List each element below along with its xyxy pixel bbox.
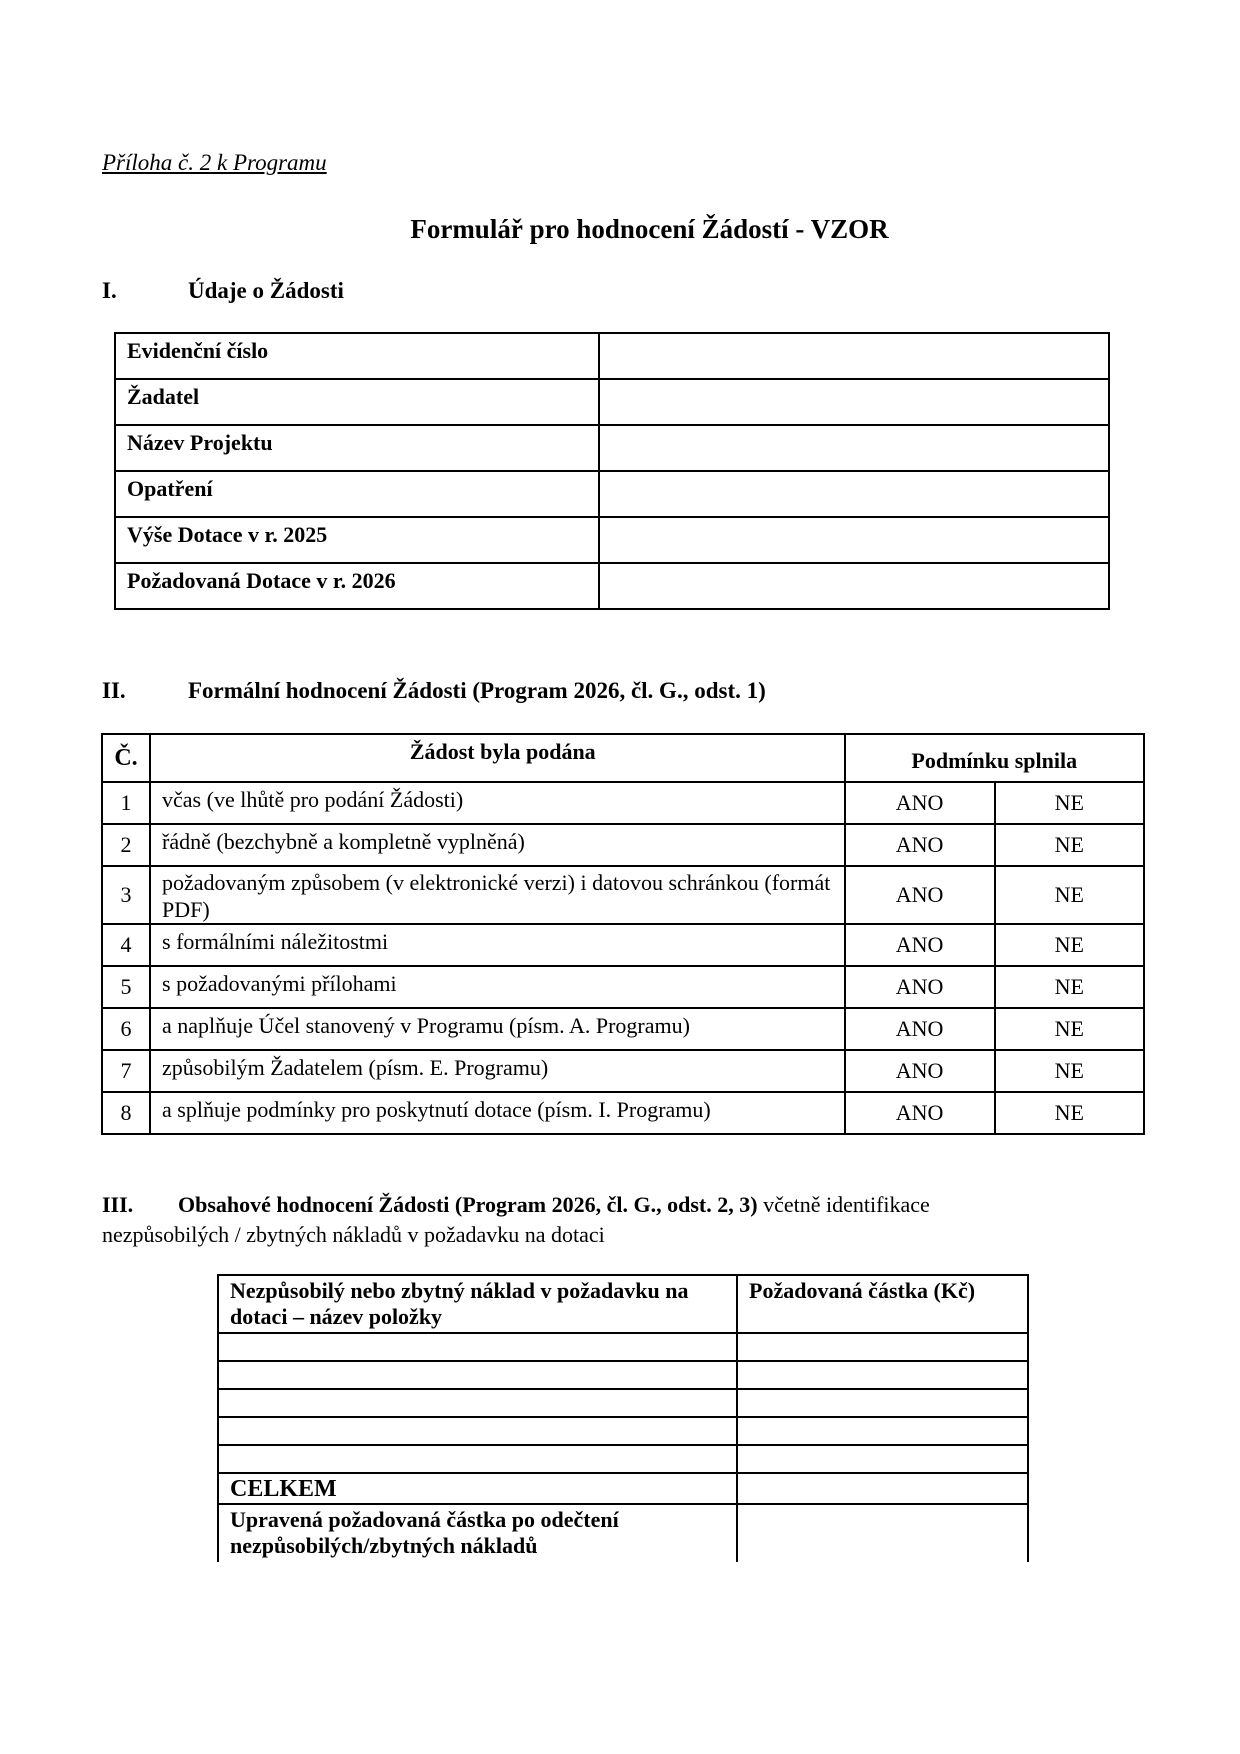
yes-option[interactable]: ANO xyxy=(845,966,995,1008)
table-header-row xyxy=(218,1275,1028,1333)
yes-option[interactable]: ANO xyxy=(845,782,995,824)
section-1-number: I. xyxy=(102,278,117,303)
document-title: Formulář pro hodnocení Žádostí - VZOR xyxy=(410,214,889,244)
section-3-title: Obsahové hodnocení Žádosti (Program 2026, čl. G., odst. 2, 3) xyxy=(178,1192,758,1217)
row-text: s požadovanými přílohami xyxy=(150,966,844,1008)
table-row xyxy=(218,1417,1028,1445)
no-option[interactable]: NE xyxy=(995,1008,1144,1050)
table-row xyxy=(115,379,1109,425)
adjusted-row xyxy=(218,1504,1028,1562)
row-label: Evidenční číslo xyxy=(115,333,599,379)
table-row xyxy=(218,1389,1028,1417)
row-value-field[interactable] xyxy=(599,471,1109,517)
row-text: a naplňuje Účel stanovený v Programu (písm. A. Programu) xyxy=(150,1008,844,1050)
amount-field[interactable] xyxy=(737,1333,1028,1361)
no-option[interactable]: NE xyxy=(995,966,1144,1008)
table-row xyxy=(102,1092,1144,1134)
no-option[interactable]: NE xyxy=(995,824,1144,866)
row-value-field[interactable] xyxy=(599,379,1109,425)
row-label: Žadatel xyxy=(115,379,599,425)
row-number: 7 xyxy=(102,1050,150,1092)
section-1-title: Údaje o Žádosti xyxy=(188,278,344,303)
section-2-heading xyxy=(102,678,766,704)
row-number: 8 xyxy=(102,1092,150,1134)
no-option[interactable]: NE xyxy=(995,866,1144,924)
section-2-title: Formální hodnocení Žádosti (Program 2026, čl. G., odst. 1) xyxy=(188,678,766,703)
row-number: 3 xyxy=(102,866,150,924)
adjusted-label: Upravená požadovaná částka po odečtení nezpůsobilých/zbytných nákladů xyxy=(218,1504,737,1562)
yes-option[interactable]: ANO xyxy=(845,924,995,966)
amount-field[interactable] xyxy=(737,1445,1028,1473)
header-amount: Požadovaná částka (Kč) xyxy=(737,1275,1028,1333)
row-value-field[interactable] xyxy=(599,333,1109,379)
section-3-subtitle: nezpůsobilých / zbytných nákladů v požadavku na dotaci xyxy=(102,1222,605,1247)
table-row xyxy=(218,1361,1028,1389)
table-row xyxy=(115,471,1109,517)
yes-option[interactable]: ANO xyxy=(845,866,995,924)
row-label: Požadovaná Dotace v r. 2026 xyxy=(115,563,599,609)
adjusted-amount-field[interactable] xyxy=(737,1504,1028,1562)
row-text: s formálními náležitostmi xyxy=(150,924,844,966)
row-number: 4 xyxy=(102,924,150,966)
cost-item-field[interactable] xyxy=(218,1417,737,1445)
table-row xyxy=(102,1008,1144,1050)
amount-field[interactable] xyxy=(737,1389,1028,1417)
section-3-heading xyxy=(102,1192,930,1218)
table-row xyxy=(102,1050,1144,1092)
table-row xyxy=(102,782,1144,824)
table-row xyxy=(115,563,1109,609)
row-label: Výše Dotace v r. 2025 xyxy=(115,517,599,563)
table-row xyxy=(102,924,1144,966)
total-label: CELKEM xyxy=(218,1473,737,1504)
row-label: Název Projektu xyxy=(115,425,599,471)
cost-item-field[interactable] xyxy=(218,1361,737,1389)
formal-evaluation-table xyxy=(101,733,1145,1135)
no-option[interactable]: NE xyxy=(995,782,1144,824)
row-text: způsobilým Žadatelem (písm. E. Programu) xyxy=(150,1050,844,1092)
row-value-field[interactable] xyxy=(599,563,1109,609)
table-row xyxy=(102,866,1144,924)
amount-field[interactable] xyxy=(737,1361,1028,1389)
row-number: 5 xyxy=(102,966,150,1008)
table-row xyxy=(102,824,1144,866)
row-text: včas (ve lhůtě pro podání Žádosti) xyxy=(150,782,844,824)
total-row xyxy=(218,1473,1028,1504)
no-option[interactable]: NE xyxy=(995,924,1144,966)
ineligible-costs-table xyxy=(217,1274,1029,1562)
header-cost-item: Nezpůsobilý nebo zbytný náklad v požadavku na dotaci – název položky xyxy=(218,1275,737,1333)
row-number: 6 xyxy=(102,1008,150,1050)
cost-item-field[interactable] xyxy=(218,1445,737,1473)
row-number: 2 xyxy=(102,824,150,866)
yes-option[interactable]: ANO xyxy=(845,1008,995,1050)
cost-item-field[interactable] xyxy=(218,1389,737,1417)
section-1-heading xyxy=(102,278,344,304)
table-row xyxy=(115,425,1109,471)
yes-option[interactable]: ANO xyxy=(845,1092,995,1134)
amount-field[interactable] xyxy=(737,1417,1028,1445)
section-3-title-rest: včetně identifikace xyxy=(757,1192,930,1217)
no-option[interactable]: NE xyxy=(995,1092,1144,1134)
row-value-field[interactable] xyxy=(599,517,1109,563)
table-header-row xyxy=(102,734,1144,782)
section-3-number: III. xyxy=(102,1192,134,1217)
row-text: řádně (bezchybně a kompletně vyplněná) xyxy=(150,824,844,866)
row-text: a splňuje podmínky pro poskytnutí dotace (písm. I. Programu) xyxy=(150,1092,844,1134)
cost-item-field[interactable] xyxy=(218,1333,737,1361)
row-label: Opatření xyxy=(115,471,599,517)
yes-option[interactable]: ANO xyxy=(845,824,995,866)
table-row xyxy=(102,966,1144,1008)
no-option[interactable]: NE xyxy=(995,1050,1144,1092)
row-value-field[interactable] xyxy=(599,425,1109,471)
header-condition: Podmínku splnila xyxy=(845,734,1145,782)
annex-label: Příloha č. 2 k Programu xyxy=(102,150,327,175)
table-row xyxy=(115,333,1109,379)
row-number: 1 xyxy=(102,782,150,824)
row-text: požadovaným způsobem (v elektronické verzi) i datovou schránkou (formát PDF) xyxy=(150,866,844,924)
table-row xyxy=(218,1333,1028,1361)
yes-option[interactable]: ANO xyxy=(845,1050,995,1092)
table-row xyxy=(115,517,1109,563)
section-2-number: II. xyxy=(102,678,126,703)
header-number: Č. xyxy=(102,734,150,782)
table-row xyxy=(218,1445,1028,1473)
application-info-table xyxy=(114,332,1110,610)
total-amount-field[interactable] xyxy=(737,1473,1028,1504)
header-item: Žádost byla podána xyxy=(150,734,844,782)
